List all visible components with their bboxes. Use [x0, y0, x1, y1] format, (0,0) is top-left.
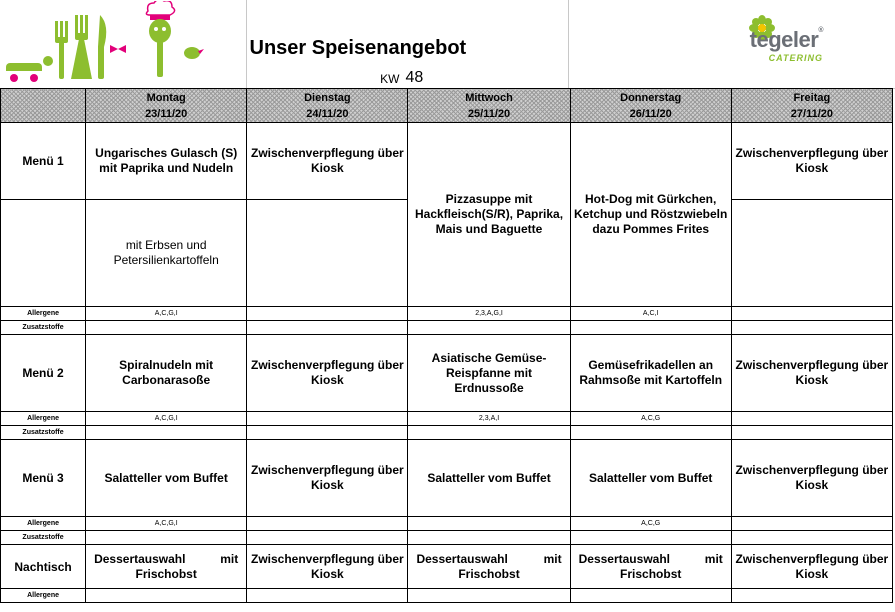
menu3-mon: Salatteller vom Buffet: [86, 440, 247, 517]
zusatzstoffe-label: Zusatzstoffe: [1, 531, 86, 545]
menu3-tue: Zwischenverpflegung über Kiosk: [247, 440, 408, 517]
brand-logo-cell: [729, 0, 895, 89]
row-label-dessert: Nachtisch: [1, 545, 86, 589]
dessert-mon: Dessertauswahl mit Frischobst: [86, 545, 247, 589]
menu2-allergene-thu: A,C,G: [570, 412, 731, 426]
page-title: Unser Speisenangebot: [246, 0, 568, 64]
day-header-wed: Mittwoch 25/11/20: [408, 89, 570, 123]
zusatzstoffe-label: Zusatzstoffe: [1, 321, 86, 335]
allergene-label: Allergene: [1, 589, 86, 603]
menu1-allergene-fri: [731, 307, 892, 321]
brand-subtitle: CATERING: [768, 53, 823, 63]
menu2-allergene-mon: A,C,G,I: [86, 412, 247, 426]
menu2-thu: Gemüsefrikadellen an Rahmsoße mit Kartoffeln: [570, 335, 731, 412]
dessert-fri: Zwischenverpflegung über Kiosk: [731, 545, 892, 589]
menu3-allergene-tue: [247, 517, 408, 531]
menu1-allergene-mon: A,C,G,I: [86, 307, 247, 321]
cutlery-mascot-logo: [0, 1, 210, 87]
day-header-row: [1, 89, 893, 123]
menu1-allergene-tue: [247, 307, 408, 321]
menu1-mon-side: mit Erbsen und Petersilienkartoffeln: [86, 200, 247, 307]
menu1-fri: Zwischenverpflegung über Kiosk: [731, 123, 892, 200]
row-label-menu2: Menü 2: [1, 335, 86, 412]
day-header-fri: Freitag 27/11/20: [731, 89, 892, 123]
menu3-allergene-thu: A,C,G: [570, 517, 731, 531]
dessert-tue: Zwischenverpflegung über Kiosk: [247, 545, 408, 589]
day-header-tue: Dienstag 24/11/20: [247, 89, 408, 123]
menu3-allergene-fri: [731, 517, 892, 531]
kw-value: 48: [405, 69, 424, 86]
menu3-allergene-wed: [408, 517, 570, 531]
menu2-tue: Zwischenverpflegung über Kiosk: [247, 335, 408, 412]
menu1-wed: Pizzasuppe mit Hackfleisch(S/R), Paprika, Mais und Baguette: [408, 123, 570, 307]
kw-label: KW: [380, 72, 400, 86]
menu-table: [0, 88, 893, 603]
day-header-thu: Donnerstag 26/11/20: [570, 89, 731, 123]
logo-cell: [0, 0, 246, 89]
menu2-allergene-fri: [731, 412, 892, 426]
allergene-label: Allergene: [1, 412, 86, 426]
menu2-wed: Asiatische Gemüse-Reispfanne mit Erdnussoße: [408, 335, 570, 412]
day-header-empty: [1, 89, 86, 123]
menu2-mon: Spiralnudeln mit Carbonarasoße: [86, 335, 247, 412]
menu1-allergene-wed: 2,3,A,G,I: [408, 307, 570, 321]
zusatzstoffe-label: Zusatzstoffe: [1, 426, 86, 440]
menu3-fri: Zwischenverpflegung über Kiosk: [731, 440, 892, 517]
allergene-label: Allergene: [1, 517, 86, 531]
dessert-wed: Dessertauswahl mit Frischobst: [408, 545, 570, 589]
menu2-fri: Zwischenverpflegung über Kiosk: [731, 335, 892, 412]
row-label-menu1: Menü 1: [1, 123, 86, 200]
day-header-mon: Montag 23/11/20: [86, 89, 247, 123]
row-label-menu3: Menü 3: [1, 440, 86, 517]
menu3-wed: Salatteller vom Buffet: [408, 440, 570, 517]
menu1-tue: Zwischenverpflegung über Kiosk: [247, 123, 408, 200]
allergene-label: Allergene: [1, 307, 86, 321]
dessert-thu: Dessertauswahl mit Frischobst: [570, 545, 731, 589]
menu1-mon-main: Ungarisches Gulasch (S) mit Paprika und Nudeln: [86, 123, 247, 200]
menu1-allergene-thu: A,C,I: [570, 307, 731, 321]
menu2-allergene-wed: 2,3,A,I: [408, 412, 570, 426]
brand-name: tegeler®: [749, 27, 823, 52]
header-table: [0, 0, 895, 89]
menu2-allergene-tue: [247, 412, 408, 426]
menu3-thu: Salatteller vom Buffet: [570, 440, 731, 517]
menu3-allergene-mon: A,C,G,I: [86, 517, 247, 531]
menu1-thu: Hot-Dog mit Gürkchen, Ketchup und Röstzwiebeln dazu Pommes Frites: [570, 123, 731, 307]
